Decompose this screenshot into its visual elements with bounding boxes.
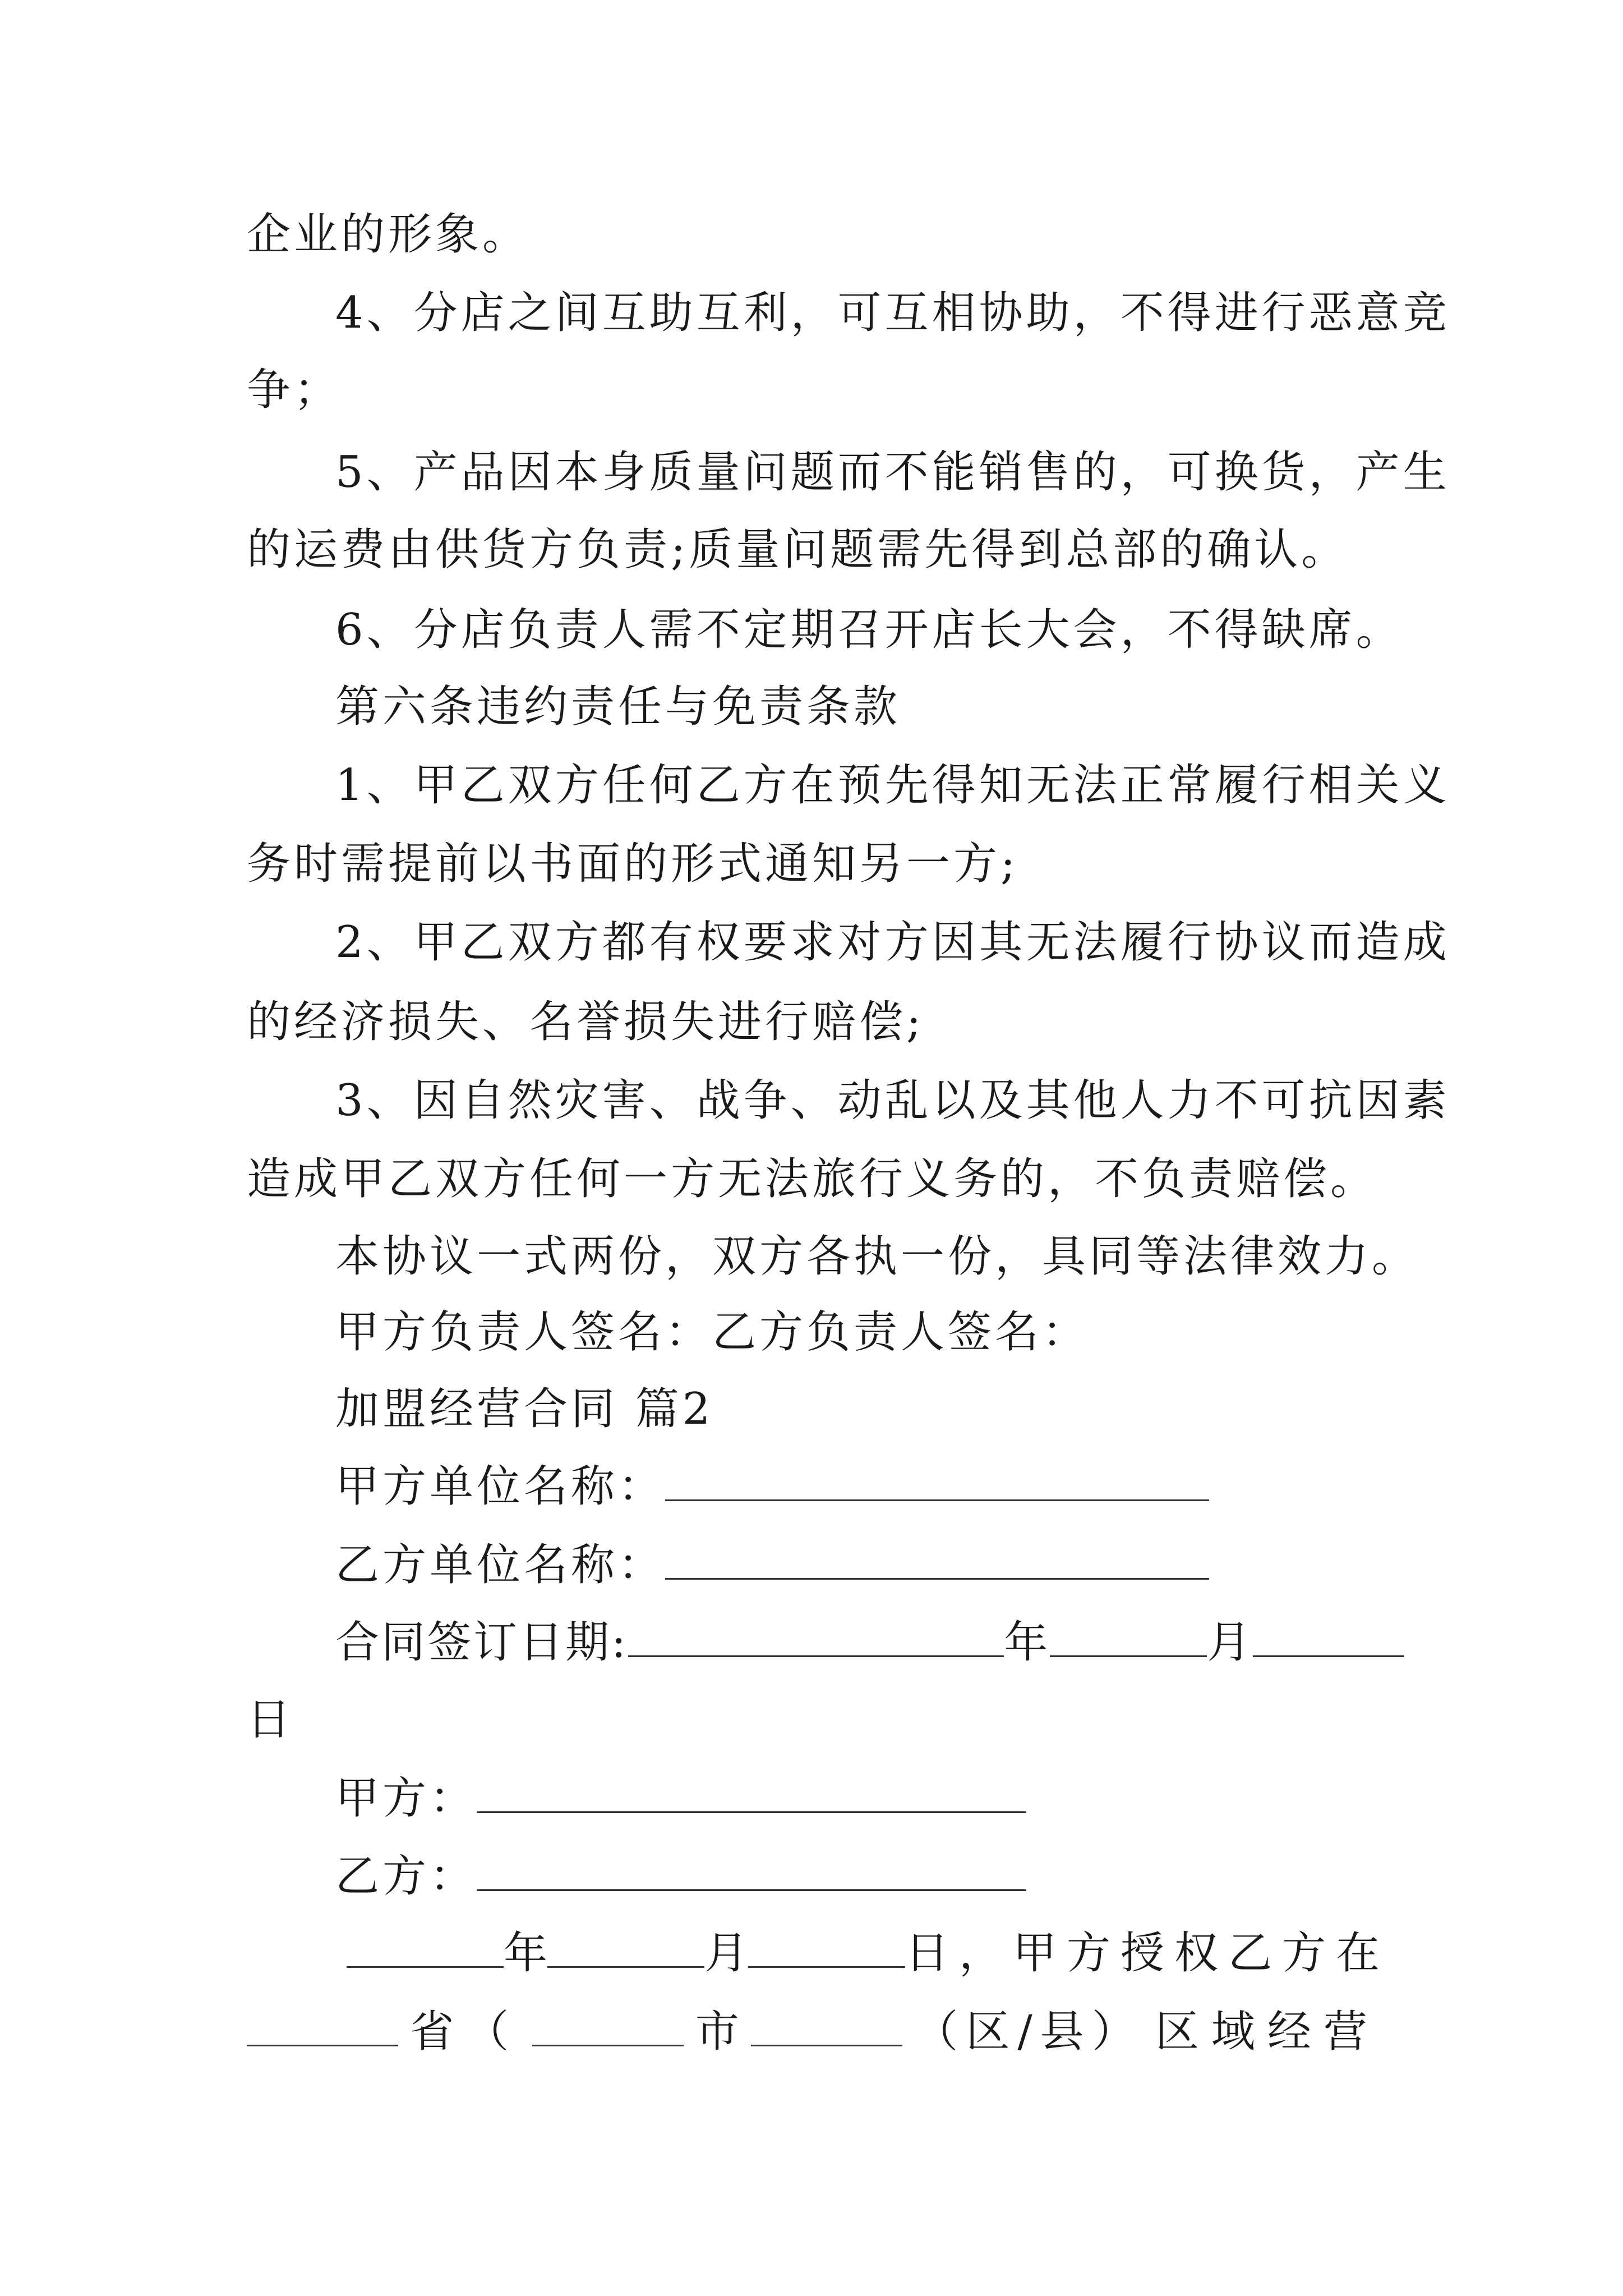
sign-date-day-blank[interactable] bbox=[1253, 1616, 1404, 1657]
province-label: 省（ bbox=[410, 2007, 520, 2057]
section-heading: 第六条违约责任与免责条款 bbox=[335, 682, 901, 732]
city-group bbox=[532, 2004, 684, 2060]
authorization-line bbox=[247, 1925, 1390, 1981]
party-b-row bbox=[335, 1848, 1026, 1904]
paragraph-line: 的运费由供货方负责;质量问题需先得到总部的确认。 bbox=[247, 524, 1349, 575]
sign-date-year-blank[interactable] bbox=[628, 1616, 1004, 1657]
paragraph-line: 1、甲乙双方任何乙方在预先得知无法正常履行相关义 bbox=[335, 760, 1450, 811]
paragraph-line: 的经济损失、名誉损失进行赔偿; bbox=[247, 997, 925, 1047]
auth-year-group bbox=[247, 1925, 547, 1981]
region-line bbox=[247, 2004, 1380, 2060]
sign-date-month-blank[interactable] bbox=[1050, 1616, 1207, 1657]
party-a-row bbox=[335, 1770, 1026, 1826]
paragraph-line: 3、因自然灾害、战争、动乱以及其他人力不可抗因素 bbox=[335, 1075, 1450, 1126]
paragraph-line: 4、分店之间互助互利，可互相协助，不得进行恶意竞 bbox=[335, 288, 1450, 338]
auth-day-blank[interactable] bbox=[748, 1927, 905, 1968]
sign-date-label: 合同签订日期: bbox=[335, 1617, 629, 1668]
party-b-label: 乙方： bbox=[335, 1851, 477, 1902]
county-blank[interactable] bbox=[751, 2005, 902, 2046]
province-group bbox=[247, 2004, 398, 2060]
auth-day-text: 日，甲方授权乙方在 bbox=[905, 1928, 1390, 1978]
auth-month-blank[interactable] bbox=[547, 1927, 704, 1968]
signature-line: 甲方负责人签名：乙方负责人签名： bbox=[335, 1307, 1090, 1358]
paragraph-line: 造成甲乙双方任何一方无法旅行义务的，不负责赔偿。 bbox=[247, 1154, 1378, 1204]
sign-date-row bbox=[335, 1614, 1404, 1671]
paragraph-line: 6、分店负责人需不定期召开店长大会，不得缺席。 bbox=[335, 605, 1403, 655]
city-label: 市 bbox=[695, 2007, 739, 2057]
day-label: 日 bbox=[247, 1695, 294, 1745]
paragraph-line: 企业的形象。 bbox=[247, 209, 530, 260]
paragraph-line: 务时需提前以书面的形式通知另一方; bbox=[247, 839, 1019, 889]
province-blank[interactable] bbox=[247, 2005, 398, 2046]
party-a-blank[interactable] bbox=[477, 1772, 1026, 1813]
year-label: 年 bbox=[1004, 1617, 1050, 1668]
city-blank[interactable] bbox=[532, 2005, 684, 2046]
party-a-name-row bbox=[335, 1458, 1209, 1515]
auth-year-blank[interactable] bbox=[347, 1927, 504, 1968]
paragraph-line: 5、产品因本身质量问题而不能销售的，可换货，产生 bbox=[335, 447, 1450, 498]
party-b-name-blank[interactable] bbox=[665, 1539, 1209, 1580]
paragraph-line: 本协议一式两份，双方各执一份，具同等法律效力。 bbox=[335, 1231, 1419, 1282]
auth-month-label: 月 bbox=[704, 1928, 749, 1978]
paragraph-line: 2、甲乙双方都有权要求对方因其无法履行协议而造成 bbox=[335, 917, 1450, 968]
party-b-blank[interactable] bbox=[477, 1850, 1026, 1891]
region-operate-label: 区域经营 bbox=[1155, 2007, 1380, 2057]
county-label: （区/县） bbox=[914, 2007, 1144, 2057]
auth-month-group bbox=[547, 1925, 748, 1981]
paragraph-line: 争； bbox=[247, 365, 342, 415]
county-group bbox=[751, 2004, 902, 2060]
party-a-name-blank[interactable] bbox=[665, 1460, 1209, 1501]
contract-title: 加盟经营合同 篇2 bbox=[335, 1384, 714, 1434]
auth-day-group bbox=[748, 1925, 1390, 1981]
party-a-label: 甲方： bbox=[335, 1773, 477, 1824]
party-a-name-label: 甲方单位名称： bbox=[335, 1461, 666, 1512]
party-b-name-row bbox=[335, 1537, 1209, 1593]
auth-year-label: 年 bbox=[504, 1928, 548, 1978]
party-b-name-label: 乙方单位名称： bbox=[335, 1540, 666, 1590]
month-label: 月 bbox=[1207, 1617, 1253, 1668]
